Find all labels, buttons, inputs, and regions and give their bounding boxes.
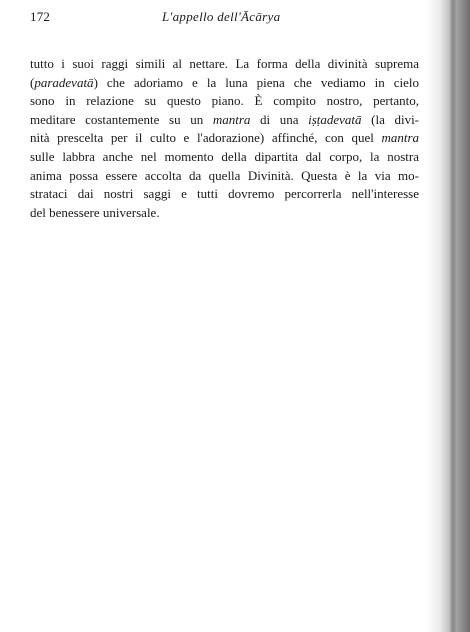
text-line: (paradevatā) che adoriamo e la luna piena che vediamo in cielo [30, 74, 419, 90]
italic-term: iṣṭadevatā [308, 111, 362, 127]
text-line: sono in relazione su questo piano. È compito nostro, pertanto, [30, 93, 419, 109]
scan-shadow [426, 0, 470, 632]
text-line: strataci dai nostri saggi e tutti dovremo percorrerla nell'interesse [30, 186, 419, 202]
text-line: anima possa essere accolta da quella Divinità. Questa è la via mo- [30, 167, 419, 183]
body-paragraph [30, 55, 419, 222]
text-line: tutto i suoi raggi simili al nettare. La forma della divinità suprema [30, 56, 419, 71]
running-head: L'appello dell'Ācārya [162, 9, 281, 24]
italic-term: mantra [212, 111, 251, 127]
italic-term: mantra [381, 130, 419, 146]
text-line: nità prescelta per il culto e l'adorazione) affinché, con quel mantra [30, 130, 419, 146]
scan-shadow-edge [450, 0, 456, 632]
text-line: meditare costantemente su un mantra di una iṣṭadevatā (la divi- [30, 111, 420, 127]
text-line: sulle labbra anche nel momento della dipartita dal corpo, la nostra [30, 148, 419, 164]
page-number: 172 [30, 9, 51, 24]
italic-term: paradevatā [34, 74, 94, 90]
text-line: del benessere universale. [30, 204, 160, 220]
